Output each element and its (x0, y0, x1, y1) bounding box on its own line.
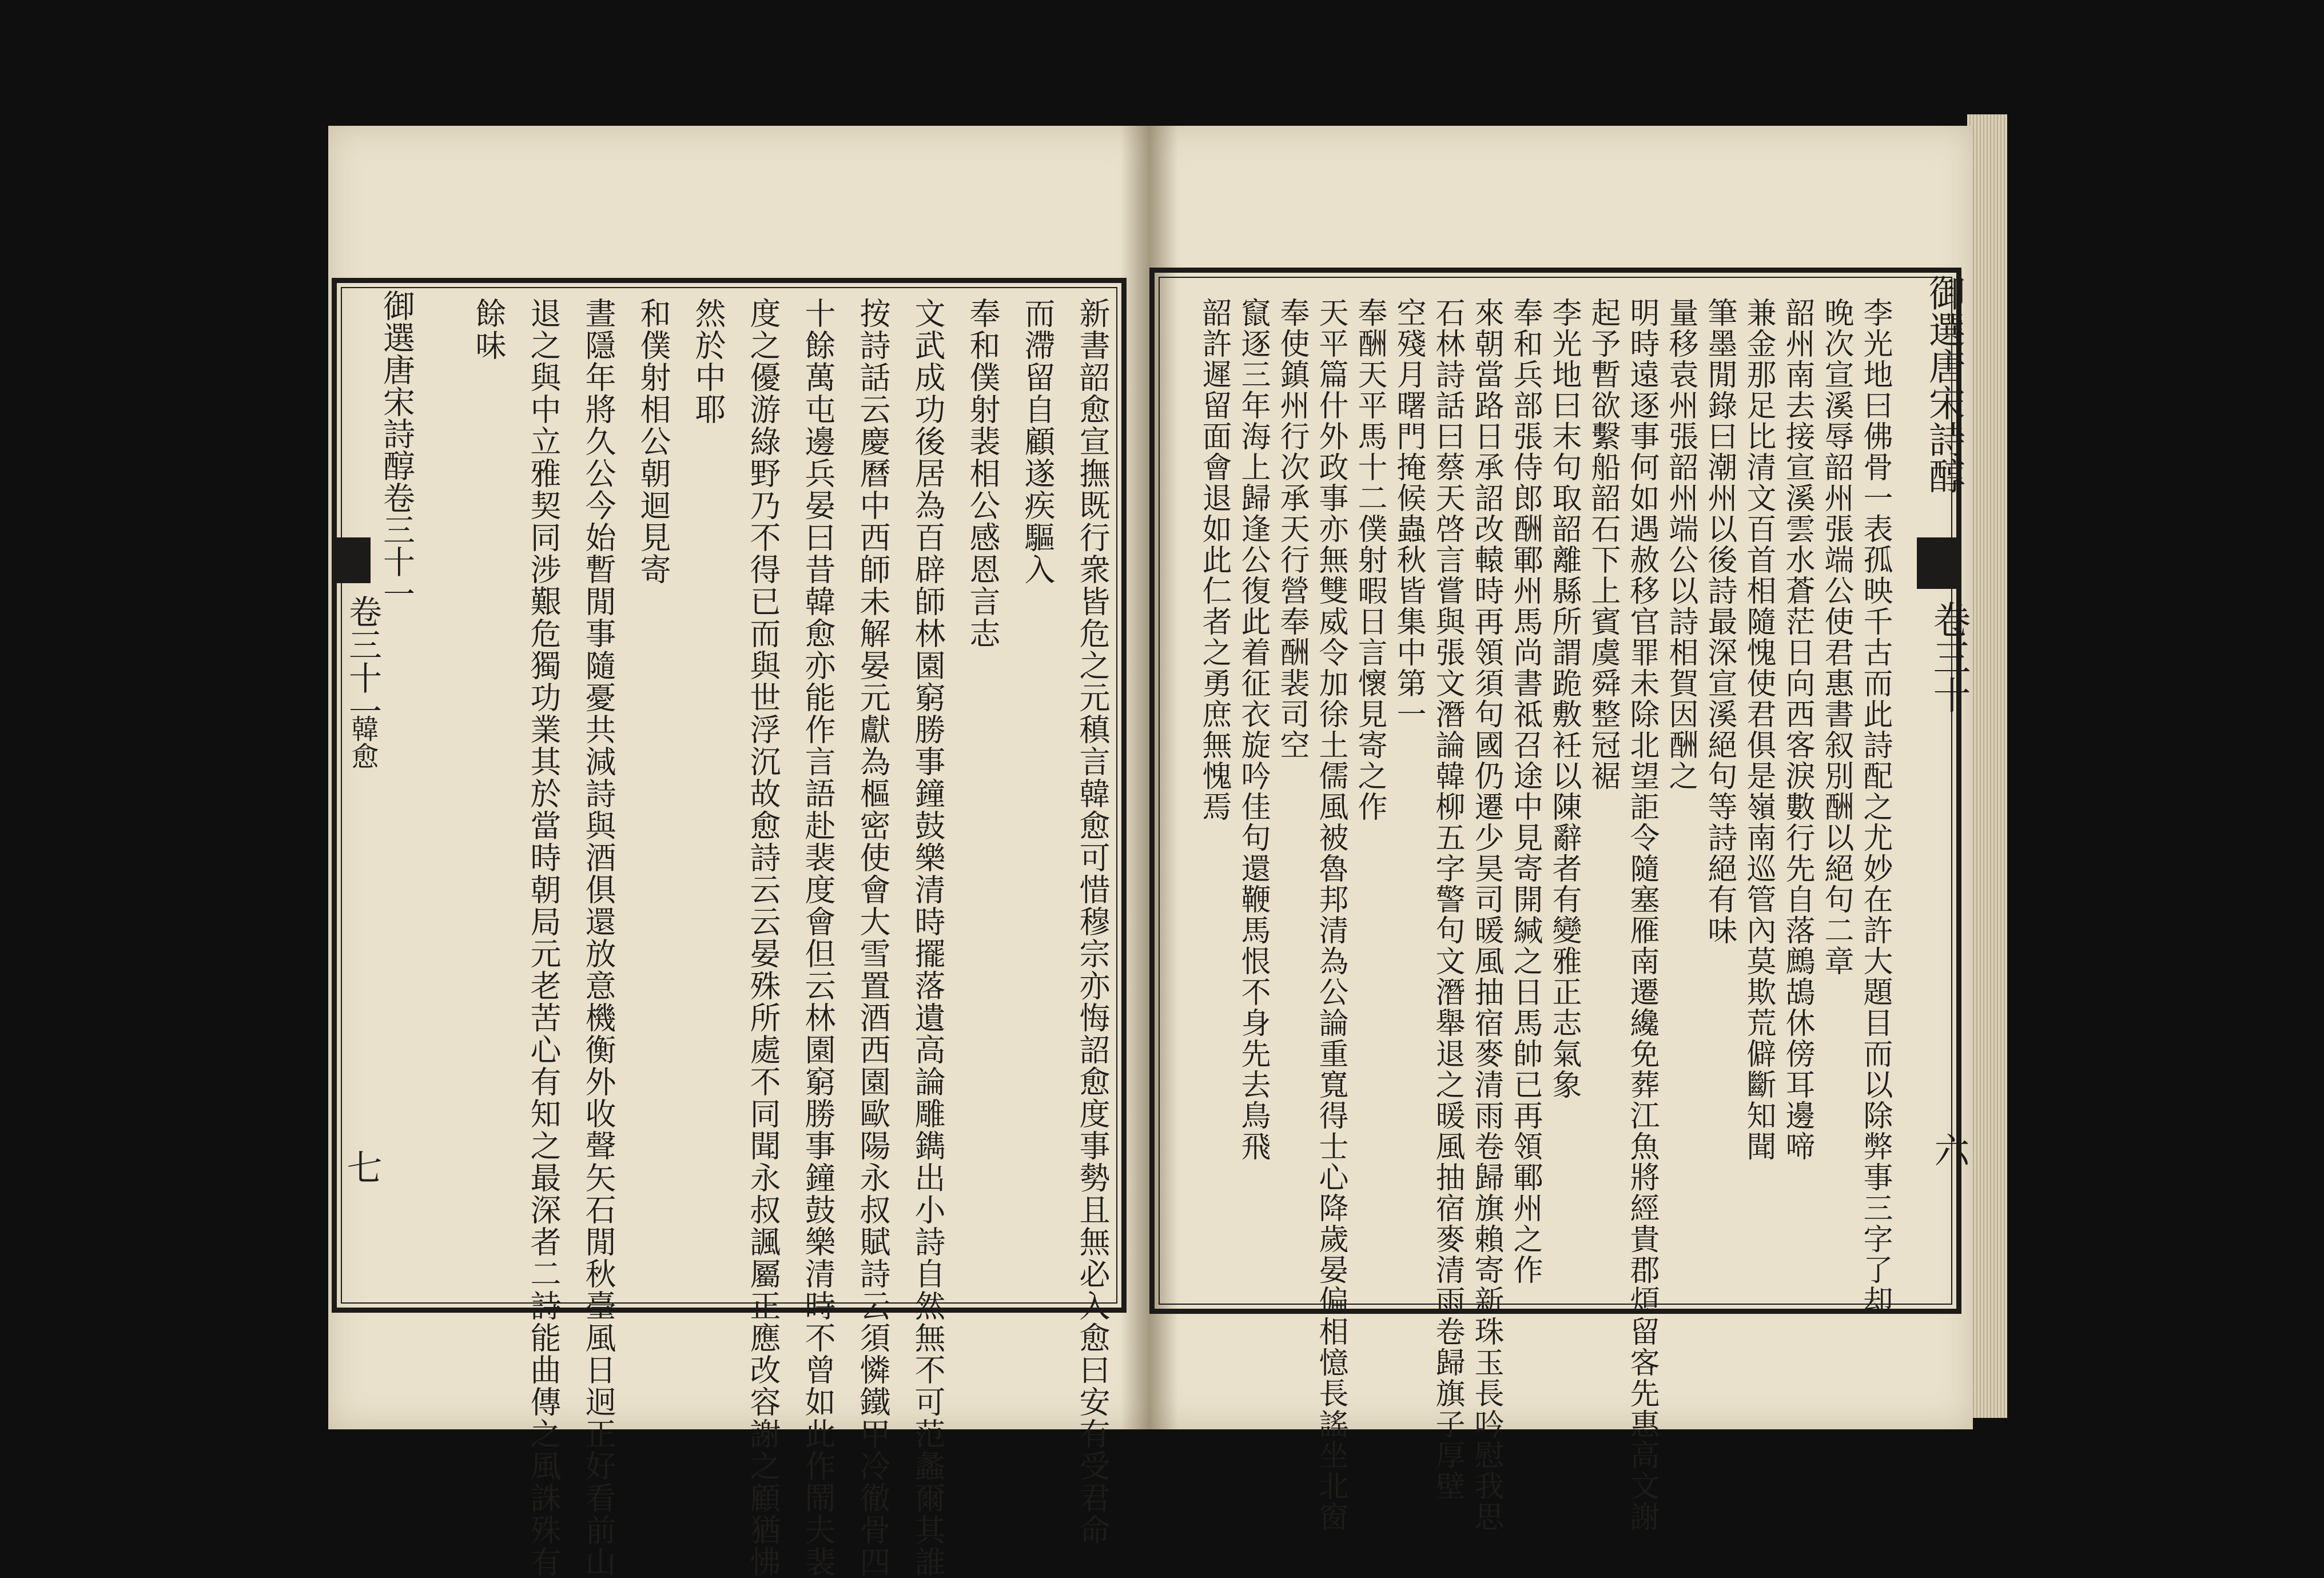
left-fold-black-band (335, 537, 371, 583)
text-column: 石林詩話曰蔡天啓言嘗與張文潛論韓柳五字警句文潛舉退之暖風抽宿麥清雨卷歸旗子厚壁 (1430, 297, 1465, 1501)
left-page-number: 七 (341, 1149, 383, 1185)
text-column: 明時遠逐事何如遇赦移官罪未除北望詎令隨塞雁南遷纔免葬江魚將經貴郡煩留客先惠高文謝 (1625, 297, 1659, 1532)
text-column: 十餘萬屯邊兵晏曰昔韓愈亦能作言語赴裴度會但云林園窮勝事鐘鼓樂清時不曾如此作鬧夫裴 (800, 297, 836, 1578)
text-column: 按詩話云慶曆中西師未解晏元獻為樞密使會大雪置酒西園歐陽永叔賦詩云須憐鐵甲冷徹骨四 (855, 297, 891, 1578)
text-column: 晚次宣溪辱韶州張端公使君惠書叙別酬以絕句二章 (1819, 297, 1853, 977)
right-fold-black-band (1917, 537, 1958, 589)
text-column: 新書韶愈宣撫既行衆皆危之元稹言韓愈可惜穆宗亦悔詔愈度事勢且無必入愈曰安有受君命 (1075, 297, 1111, 1546)
text-column: 天平篇什外政事亦無雙威令加徐土儒風被魯邦清為公論重寬得士心降歲晏偏相憶長謠坐北窗 (1314, 297, 1348, 1532)
text-column: 奉酬天平馬十二僕射暇日言懷見寄之作 (1352, 297, 1387, 822)
left-author-label: 韓愈 (347, 715, 379, 770)
right-volume-label: 卷三十 (1927, 600, 1971, 714)
left-page-inner-frame (341, 287, 1117, 1578)
text-column: 韶州南去接宣溪雲水蒼茫日向西客淚數行先自落鷓鴣休傍耳邊啼 (1780, 297, 1814, 1162)
text-column: 而滯留自顧遂疾驅入 (1020, 297, 1056, 585)
text-column: 李光地曰末句取韶離縣所謂跪敷衽以陳辭者有變雅正志氣象 (1547, 297, 1581, 1100)
text-column: 晝隱年將久公今始暫閒事隨憂共減詩與酒俱還放意機衡外收聲矢石閒秋臺風日迥正好看前山 (580, 297, 616, 1578)
left-volume-label: 卷三十一 (343, 595, 382, 727)
text-column: 量移袁州張韶州端公以詩相賀因酬之 (1664, 297, 1698, 791)
left-fold-title: 御選唐宋詩醇卷三十一 (378, 289, 415, 609)
text-column: 筆墨閒錄曰潮州以後詩最深宣溪絕句等詩絕有味 (1702, 297, 1737, 946)
text-column: 韶許遲留面會退如此仁者之勇庶無愧焉 (1197, 297, 1231, 822)
right-fold-title: 御選唐宋詩醇 (1923, 274, 1965, 494)
text-column: 奉和兵部張侍郎酬鄆州馬尚書祗召途中見寄開緘之日馬帥已再領鄆州之作 (1508, 297, 1542, 1285)
text-column: 度之優游綠野乃不得已而與世浮沉故愈詩云云晏殊所處不同聞永叔諷屬正應改容謝之顧猶怫 (745, 297, 781, 1578)
text-column: 餘味 (471, 297, 507, 361)
text-column: 竄逐三年海上歸逢公復此着征衣旋吟佳句還鞭馬恨不身先去鳥飛 (1236, 297, 1270, 1162)
text-column: 空殘月曙門掩候蟲秋皆集中第一 (1391, 297, 1426, 730)
text-column: 然於中耶 (690, 297, 726, 425)
text-column: 起予暫欲繫船韶石下上賓虞舜整冠裾 (1586, 297, 1620, 791)
text-column: 李光地曰佛骨一表孤映千古而此詩配之尤妙在許大題目而以除弊事三字了却 (1858, 297, 1892, 1316)
page-edge-stack (1967, 114, 2007, 1418)
text-column: 和僕射相公朝迴見寄 (635, 297, 671, 585)
text-column: 文武成功後居為百辟師林園窮勝事鐘鼓樂清時擺落遺高論雕鐫出小詩自然無不可范蠡爾其誰 (910, 297, 946, 1578)
text-column: 兼金那足比清文百首相隨愧使君俱是嶺南巡管內莫欺荒僻斷知聞 (1741, 297, 1776, 1162)
text-column: 奉使鎮州行次承天行營奉酬裴司空 (1275, 297, 1309, 760)
right-page-number: 六 (1928, 1132, 1970, 1167)
text-column: 退之與中立雅契同涉艱危獨功業其於當時朝局元老苦心有知之最深者二詩能曲傳之風誅殊有 (526, 297, 562, 1578)
text-column: 奉和僕射裴相公感恩言志 (965, 297, 1001, 649)
text-column: 來朝當路日承詔改轅時再領須句國仍遷少昊司暖風抽宿麥清雨卷歸旗賴寄新珠玉長吟慰我思 (1469, 297, 1503, 1532)
